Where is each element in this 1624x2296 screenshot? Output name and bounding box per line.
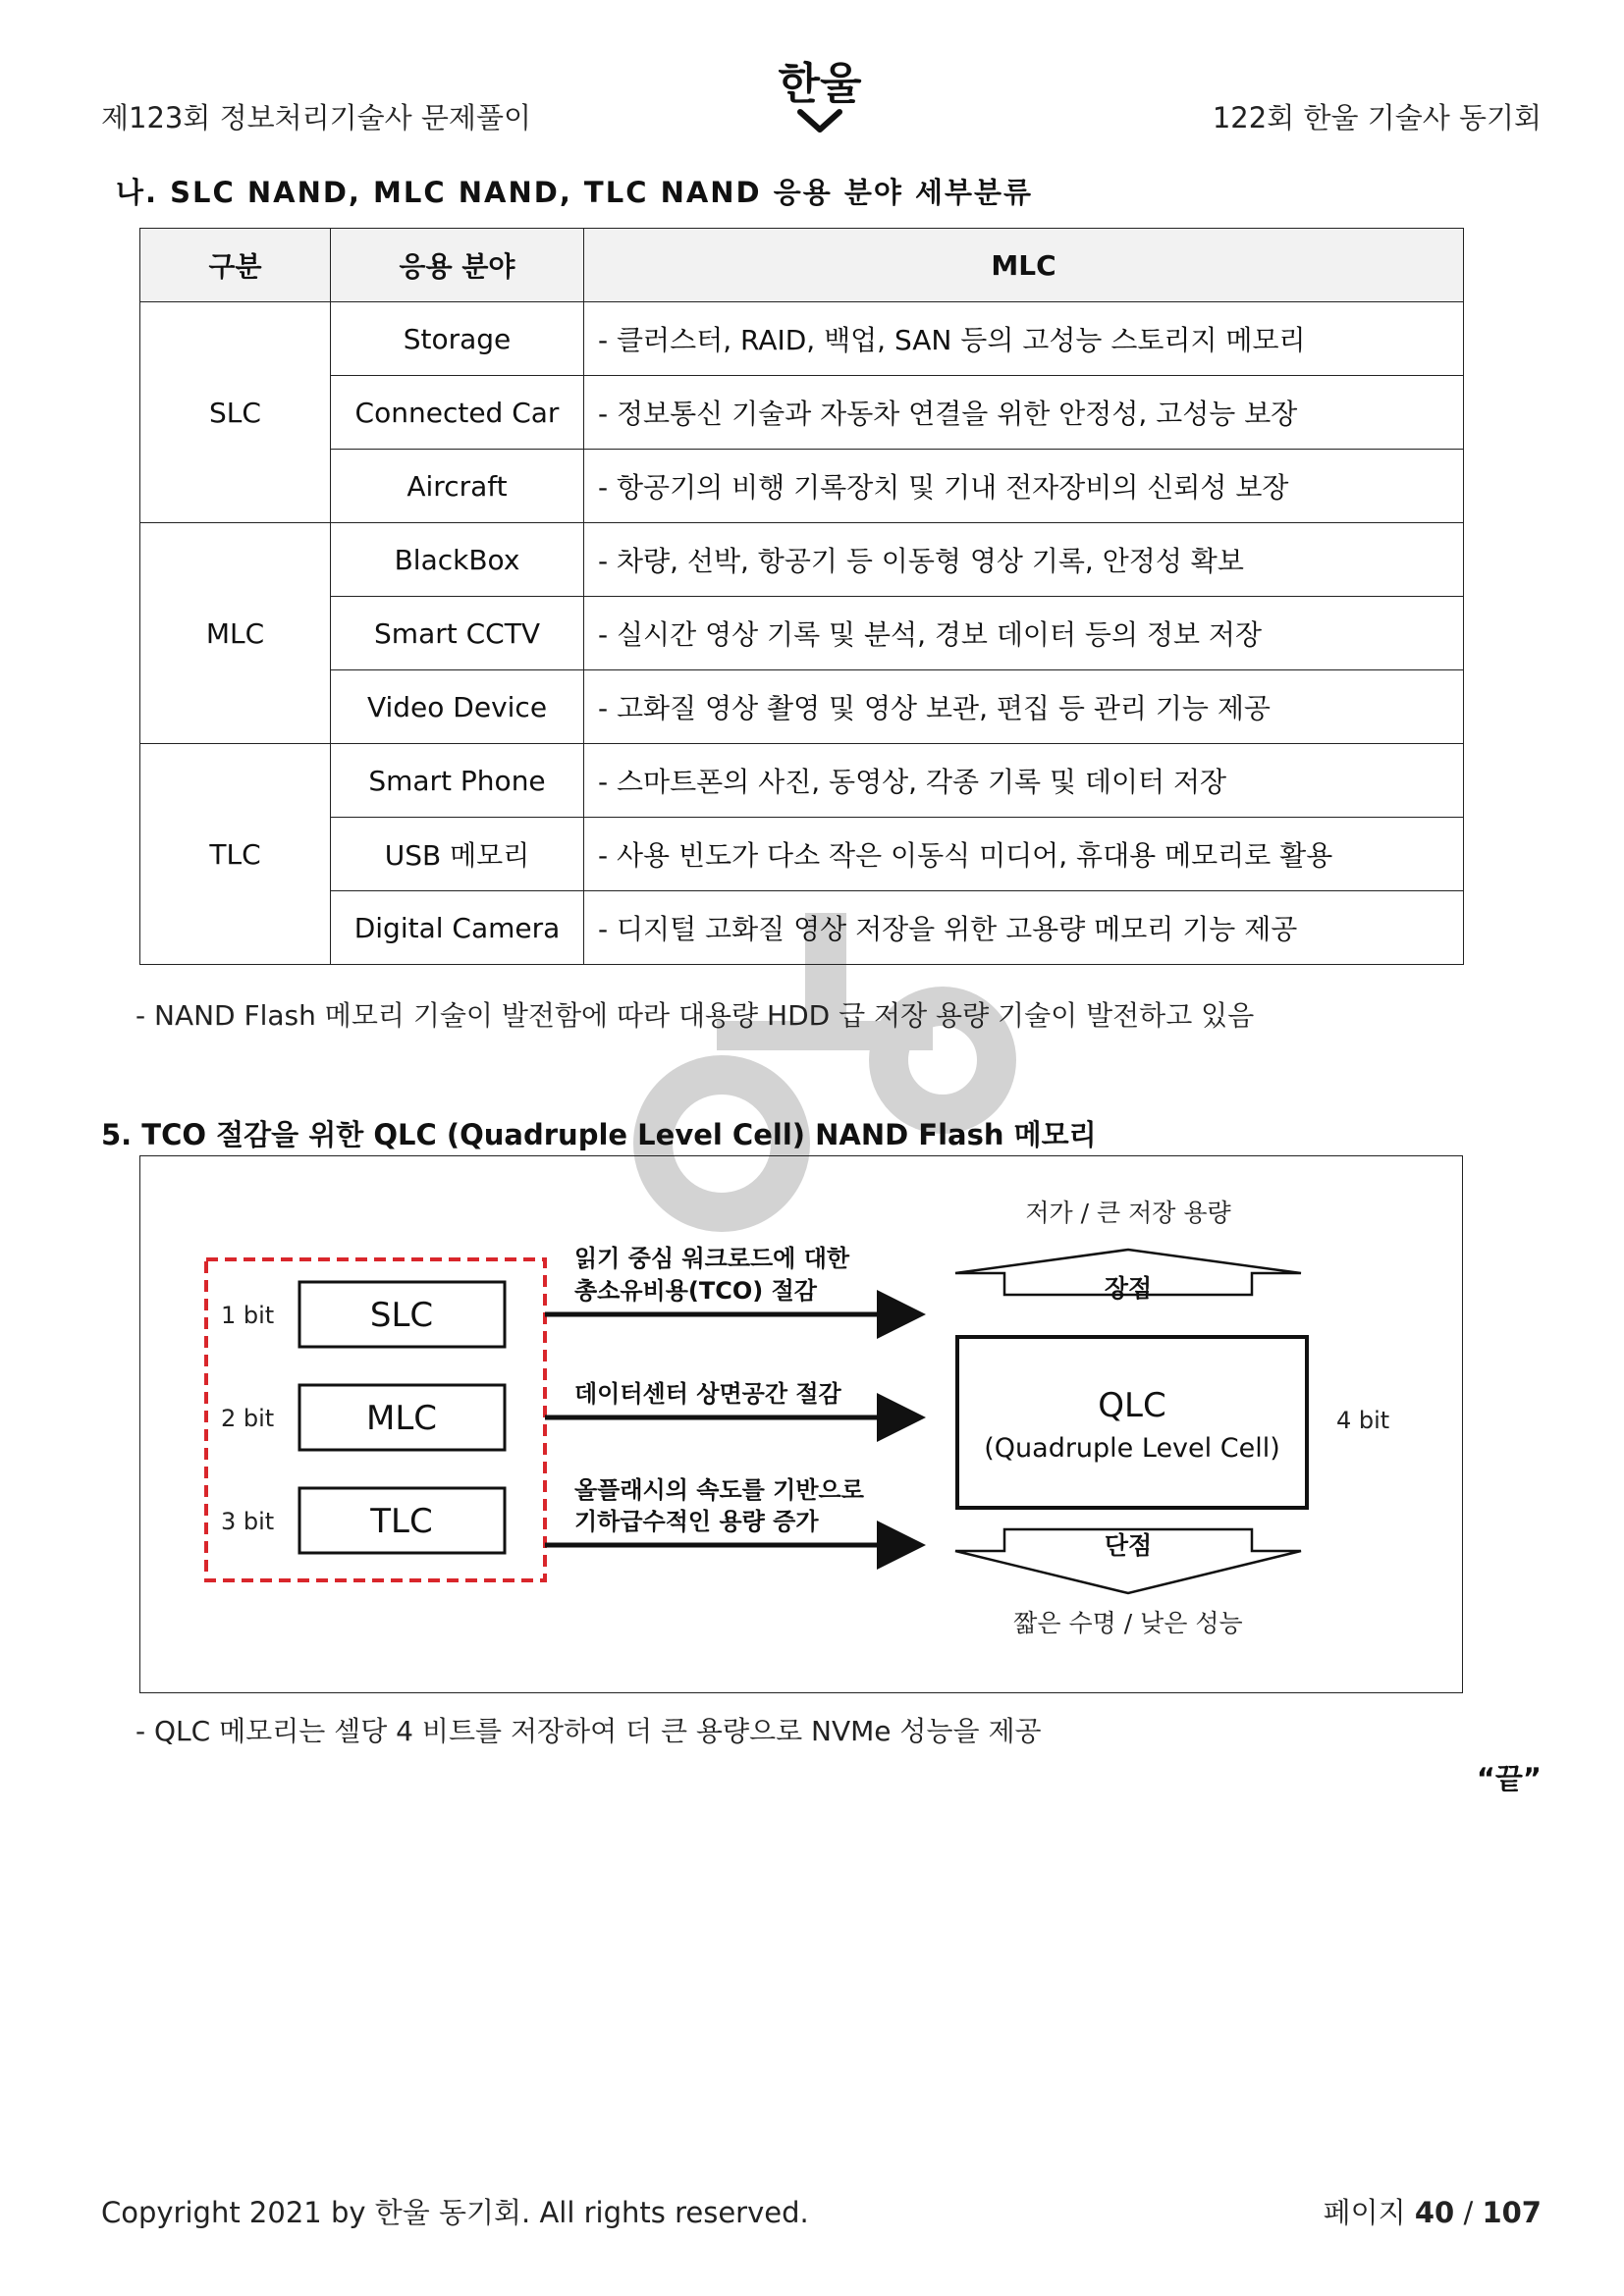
qlc-diagram xyxy=(139,1155,1463,1693)
disadvantage-label: 단점 xyxy=(1104,1531,1153,1560)
table-row xyxy=(140,302,1464,376)
qlc-name: QLC xyxy=(1098,1386,1166,1425)
field-cell: Smart CCTV xyxy=(331,597,584,670)
header-left-title: 제123회 정보처리기술사 문제풀이 xyxy=(101,101,531,134)
advantage-label: 장점 xyxy=(1104,1274,1153,1303)
field-cell: Smart Phone xyxy=(331,744,584,818)
cell-bits-label: 3 bit xyxy=(221,1508,275,1535)
desc-cell: - 정보통신 기술과 자동차 연결을 위한 안정성, 고성능 보장 xyxy=(584,376,1464,450)
field-cell: Video Device xyxy=(331,670,584,744)
field-cell: Digital Camera xyxy=(331,891,584,965)
qlc-bits: 4 bit xyxy=(1336,1407,1390,1434)
table-row xyxy=(140,891,1464,965)
desc-cell: - 차량, 선박, 항공기 등 이동형 영상 기록, 안정성 확보 xyxy=(584,523,1464,597)
end-mark: “끝” xyxy=(1476,1762,1542,1795)
hanul-logo xyxy=(771,27,869,135)
field-cell: USB 메모리 xyxy=(331,818,584,891)
table-row xyxy=(140,597,1464,670)
diagram-note: - QLC 메모리는 셀당 4 비트를 저장하여 더 큰 용량으로 NVMe 성능을 제공 xyxy=(135,1715,1042,1747)
table-row xyxy=(140,450,1464,523)
page-current: 40 xyxy=(1414,2196,1455,2229)
section-na-title: 나. SLC NAND, MLC NAND, TLC NAND 응용 분야 세부분류 xyxy=(116,176,1034,209)
desc-cell: - 항공기의 비행 기록장치 및 기내 전자장비의 신뢰성 보장 xyxy=(584,450,1464,523)
disadvantage-caption: 짧은 수명 / 낮은 성능 xyxy=(1013,1609,1243,1637)
arrow-caption: 총소유비용(TCO) 절감 xyxy=(574,1277,817,1305)
arrow-caption: 데이터센터 상면공간 절감 xyxy=(574,1380,841,1408)
col-header-desc: MLC xyxy=(584,229,1464,302)
desc-cell: - 실시간 영상 기록 및 분석, 경보 데이터 등의 정보 저장 xyxy=(584,597,1464,670)
cell-bits-label: 2 bit xyxy=(221,1405,275,1432)
field-cell: BlackBox xyxy=(331,523,584,597)
cell-name-label: MLC xyxy=(365,1399,438,1438)
qlc-full-name: (Quadruple Level Cell) xyxy=(984,1433,1280,1464)
table-row xyxy=(140,376,1464,450)
cell-name-label: SLC xyxy=(369,1296,434,1335)
header-right-title: 122회 한울 기술사 동기회 xyxy=(1212,101,1542,134)
col-header-type: 구분 xyxy=(140,229,331,302)
group-type-cell: TLC xyxy=(140,744,331,965)
desc-cell: - 고화질 영상 촬영 및 영상 보관, 편집 등 관리 기능 제공 xyxy=(584,670,1464,744)
desc-cell: - 클러스터, RAID, 백업, SAN 등의 고성능 스토리지 메모리 xyxy=(584,302,1464,376)
arrow-caption: 올플래시의 속도를 기반으로 xyxy=(574,1476,864,1504)
table-header-row xyxy=(140,229,1464,302)
field-cell: Aircraft xyxy=(331,450,584,523)
field-cell: Connected Car xyxy=(331,376,584,450)
desc-cell: - 스마트폰의 사진, 동영상, 각종 기록 및 데이터 저장 xyxy=(584,744,1464,818)
hanul-logo-text: 한울 xyxy=(778,59,862,109)
nand-application-table xyxy=(139,228,1464,965)
field-cell: Storage xyxy=(331,302,584,376)
section-5-title: 5. TCO 절감을 위한 QLC (Quadruple Level Cell) NAND Flash 메모리 xyxy=(101,1118,1097,1151)
cell-name-label: TLC xyxy=(370,1502,433,1541)
table-row xyxy=(140,670,1464,744)
arrow-caption: 기하급수적인 용량 증가 xyxy=(574,1508,819,1535)
group-type-cell: SLC xyxy=(140,302,331,523)
page-total: 107 xyxy=(1482,2196,1542,2229)
advantage-caption: 저가 / 큰 저장 용량 xyxy=(1025,1199,1231,1227)
table-row xyxy=(140,744,1464,818)
footer-page-number xyxy=(1324,2191,1542,2231)
table-row xyxy=(140,523,1464,597)
table-row xyxy=(140,818,1464,891)
desc-cell: - 디지털 고화질 영상 저장을 위한 고용량 메모리 기능 제공 xyxy=(584,891,1464,965)
group-type-cell: MLC xyxy=(140,523,331,744)
table-note: - NAND Flash 메모리 기술이 발전함에 따라 대용량 HDD 급 저장 용량 기술이 발전하고 있음 xyxy=(135,999,1255,1032)
footer-copyright: Copyright 2021 by 한울 동기회. All rights reserved. xyxy=(101,2196,809,2229)
page-separator: / xyxy=(1463,2196,1474,2229)
col-header-field: 응용 분야 xyxy=(331,229,584,302)
page-label: 페이지 xyxy=(1323,2196,1406,2229)
desc-cell: - 사용 빈도가 다소 작은 이동식 미디어, 휴대용 메모리로 활용 xyxy=(584,818,1464,891)
cell-bits-label: 1 bit xyxy=(221,1302,275,1329)
arrow-caption: 읽기 중심 워크로드에 대한 xyxy=(574,1245,850,1272)
